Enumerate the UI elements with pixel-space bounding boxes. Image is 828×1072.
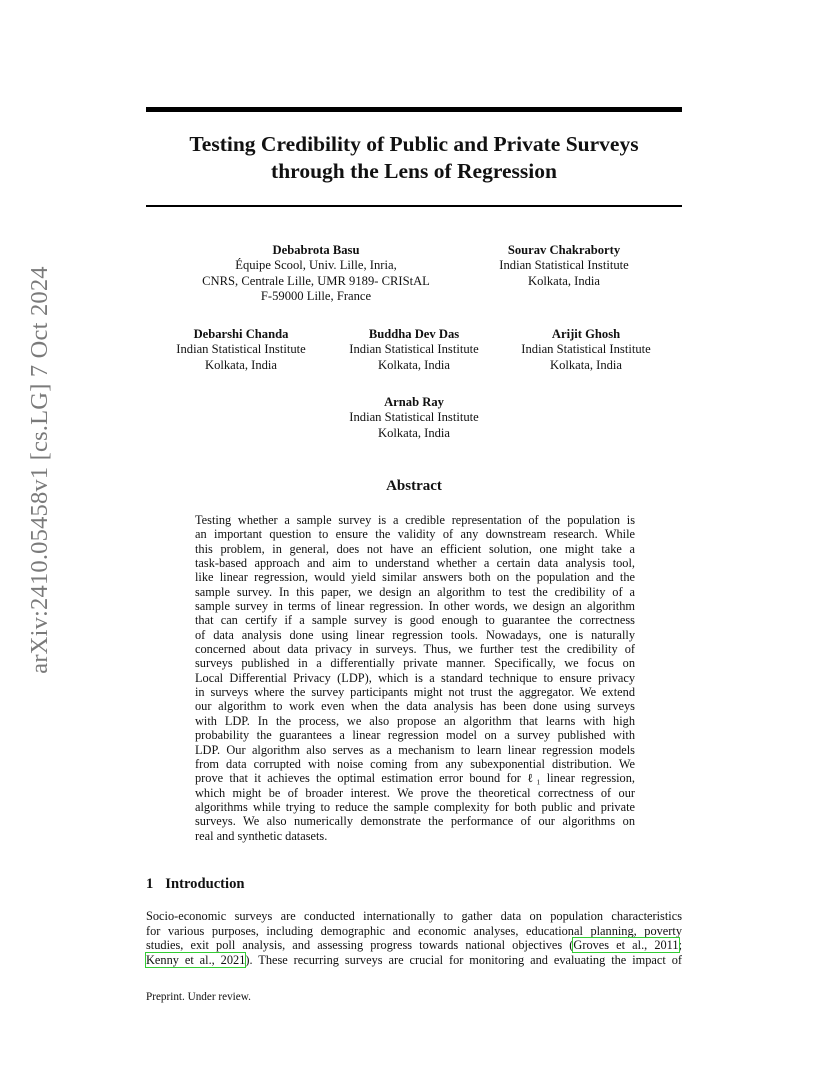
author-affiliation: Indian Statistical Institute — [499, 258, 629, 273]
footer-note: Preprint. Under review. — [146, 991, 251, 1003]
citation-link-kenny[interactable]: Kenny et al., 2021 — [146, 952, 246, 967]
intro-line — [146, 938, 682, 953]
intro-line: Socio-economic surveys are conducted internationally to gather data on population characteristics — [146, 909, 682, 923]
title-line-1: Testing Credibility of Public and Private Surveys — [189, 132, 639, 156]
introduction-text — [146, 909, 682, 967]
intro-line — [146, 953, 682, 968]
abstract-line: task-based approach and aim to understand whether a certain data analysis tool, — [195, 556, 635, 571]
title-bottom-rule — [146, 205, 682, 207]
abstract-line: Local Differential Privacy (LDP), which is a standard technique to ensure privacy — [195, 670, 635, 685]
author-name: Arijit Ghosh — [551, 327, 621, 341]
abstract-line: LDP. Our algorithm also serves as a mechanism to learn linear regression models — [195, 742, 635, 757]
abstract-line: an important question to ensure the validity of any downstream research. While — [195, 527, 635, 542]
abstract-text — [195, 513, 635, 843]
author-affiliation: Indian Statistical Institute — [521, 342, 651, 357]
author-affiliation: CNRS, Centrale Lille, UMR 9189- CRIStAL — [202, 273, 430, 288]
paper-title — [146, 131, 682, 185]
author-affiliation: Kolkata, India — [204, 357, 278, 372]
title-line-2: through the Lens of Regression — [271, 159, 557, 183]
abstract-line: sample survey. In this paper, we design an algorithm to test the credibility of a — [195, 584, 635, 599]
abstract-line: real and synthetic datasets. — [195, 828, 328, 843]
author-chakraborty — [499, 243, 628, 289]
author-affiliation: Kolkata, India — [377, 357, 451, 372]
abstract-heading: Abstract — [386, 478, 442, 494]
abstract-line: our algorithm to work even when the data analysis has been done using surveys — [195, 699, 635, 714]
author-name: Debarshi Chanda — [193, 327, 289, 341]
abstract-line: probability the guarantees a linear regression model on a survey published with — [195, 728, 635, 743]
abstract-line: concerned about data privacy in surveys. Thus, we further test the credibility of — [195, 642, 635, 657]
author-chanda — [176, 327, 305, 373]
author-affiliation: Kolkata, India — [527, 273, 601, 288]
author-das — [349, 327, 478, 373]
author-basu — [202, 243, 430, 304]
section-number: 1 — [146, 876, 154, 892]
abstract-line: which might be of broader interest. We prove the theoretical correctness of our — [195, 785, 635, 800]
section-title: Introduction — [165, 876, 245, 892]
author-name: Debabrota Basu — [272, 243, 360, 257]
author-affiliation: Kolkata, India — [377, 425, 451, 440]
intro-text: ). These recurring surveys are crucial for monitoring and evaluating the impact of — [245, 952, 682, 967]
author-affiliation: Équipe Scool, Univ. Lille, Inria, — [235, 258, 397, 273]
abstract-line: surveys. We also numerically demonstrate the performance of our algorithms on — [195, 814, 635, 829]
abstract-line: surveys published in a differentially private manner. Specifically, we focus on — [195, 656, 635, 671]
intro-text: ; — [678, 938, 682, 953]
abstract-line: this problem, in general, does not have an efficient solution, one might take a — [195, 541, 635, 556]
author-name: Sourav Chakraborty — [507, 243, 621, 257]
abstract-line: algorithms while trying to reduce the sample complexity for both public and private — [195, 799, 635, 814]
author-affiliation: Indian Statistical Institute — [176, 342, 306, 357]
intro-text: studies, exit poll analysis, and assessing progress towards national objectives ( — [146, 938, 574, 953]
abstract-line: Testing whether a sample survey is a credible representation of the population is — [195, 513, 635, 527]
abstract-line: in surveys where the survey participants might not trust the aggregator. We extend — [195, 685, 635, 700]
author-name: Arnab Ray — [384, 395, 444, 409]
abstract-line: like linear regression, would yield similar answers both on the population and the — [195, 570, 635, 585]
author-affiliation: Kolkata, India — [549, 357, 623, 372]
author-ray — [349, 395, 478, 441]
arxiv-identifier[interactable]: arXiv:2410.05458v1 [cs.LG] 7 Oct 2024 — [26, 266, 53, 674]
abstract-line: that can certify if a sample survey is good enough to guarantee the correctness — [195, 613, 635, 628]
title-top-rule — [146, 107, 682, 112]
abstract-line: from data corrupted with noise coming from any subexponential distribution. We — [195, 756, 635, 771]
abstract-line: prove that it achieves the optimal estimation error bound for ℓ₁ linear regression, — [195, 771, 635, 786]
section-heading-introduction — [146, 876, 245, 893]
abstract-line: with LDP. In the process, we also propose an algorithm that learns with high — [195, 713, 635, 728]
author-affiliation: Indian Statistical Institute — [349, 410, 479, 425]
author-affiliation: Indian Statistical Institute — [349, 342, 479, 357]
abstract-line: sample survey in terms of linear regression. In other words, we design an algorithm — [195, 599, 635, 614]
citation-link-groves[interactable]: Groves et al., 2011 — [573, 938, 679, 953]
abstract-line: of data analysis done using linear regression tools. Nowadays, one is naturally — [195, 627, 635, 642]
author-ghosh — [521, 327, 650, 373]
author-affiliation: F-59000 Lille, France — [260, 288, 372, 303]
author-name: Buddha Dev Das — [368, 327, 460, 341]
intro-line: for various purposes, including demographic and economic analyses, educational planning, poverty — [146, 923, 682, 938]
